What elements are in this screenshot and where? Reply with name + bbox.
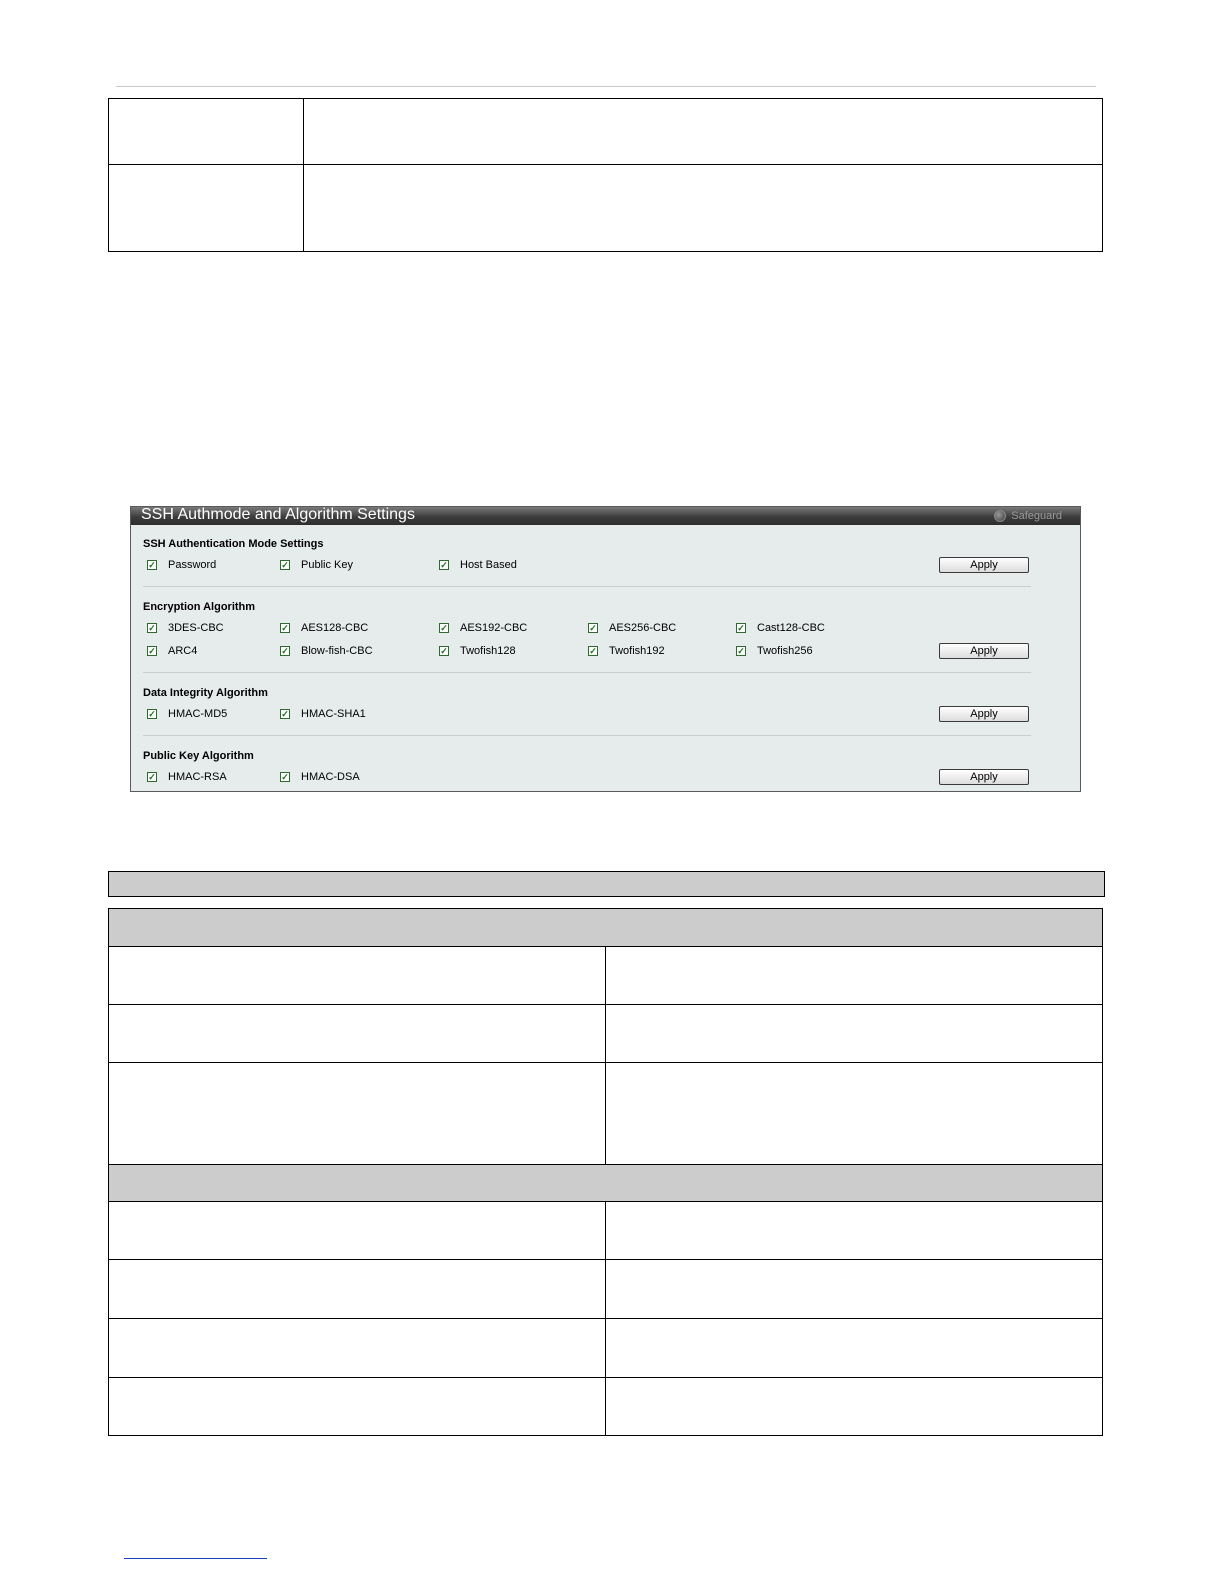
description-cell — [606, 1378, 1103, 1436]
checkbox-host-based[interactable] — [439, 558, 517, 572]
checkbox-label: ARC4 — [168, 645, 198, 657]
checkbox-checked-icon[interactable]: ✓ — [148, 772, 156, 782]
section-divider — [143, 672, 1031, 673]
section-header-cell — [109, 909, 1103, 947]
checkbox-checked-icon[interactable]: ✓ — [440, 646, 448, 656]
table-section-header — [109, 909, 1103, 947]
description-cell — [606, 1260, 1103, 1319]
checkbox-checked-icon[interactable]: ✓ — [281, 709, 289, 719]
apply-auth-mode-button[interactable]: Apply — [939, 557, 1029, 573]
checkbox-checked-icon[interactable]: ✓ — [281, 772, 289, 782]
checkbox-label: AES192-CBC — [460, 622, 528, 634]
checkbox-label: HMAC-MD5 — [168, 708, 228, 720]
description-cell — [606, 1319, 1103, 1378]
footer-link-underline[interactable] — [124, 1558, 267, 1559]
parameter-table-top — [108, 98, 1103, 252]
public-key-section-title: Public Key Algorithm — [143, 750, 254, 762]
checkbox-label: AES256-CBC — [609, 622, 677, 634]
checkbox-twofish128[interactable] — [439, 644, 516, 658]
checkbox-twofish256[interactable] — [736, 644, 813, 658]
checkbox-checked-icon[interactable]: ✓ — [589, 646, 597, 656]
checkbox-blowfish-cbc[interactable] — [280, 644, 373, 658]
checkbox-label: Host Based — [460, 559, 517, 571]
panel-titlebar — [131, 507, 1080, 525]
table-row — [109, 1005, 1103, 1063]
checkbox-label: Blow-fish-CBC — [301, 645, 373, 657]
checkbox-public-key[interactable] — [280, 558, 353, 572]
description-cell — [606, 1005, 1103, 1063]
encryption-section-title: Encryption Algorithm — [143, 601, 256, 613]
safeguard-label: Safeguard — [1011, 510, 1062, 522]
checkbox-hmac-sha1[interactable] — [280, 707, 366, 721]
parameter-cell — [109, 1063, 606, 1165]
checkbox-label: Public Key — [301, 559, 353, 571]
checkbox-aes256-cbc[interactable] — [588, 621, 676, 635]
checkbox-checked-icon[interactable]: ✓ — [440, 623, 448, 633]
section-header-cell — [109, 1165, 1103, 1202]
table-caption-bar — [108, 871, 1105, 897]
table-row — [109, 1202, 1103, 1260]
checkbox-label: AES128-CBC — [301, 622, 369, 634]
ssh-settings-panel — [130, 506, 1081, 792]
checkbox-checked-icon[interactable]: ✓ — [737, 623, 745, 633]
section-divider — [143, 586, 1031, 587]
auth-mode-section-title: SSH Authentication Mode Settings — [143, 538, 324, 550]
description-cell — [606, 1063, 1103, 1165]
checkbox-label: Cast128-CBC — [757, 622, 825, 634]
checkbox-arc4[interactable] — [147, 644, 197, 658]
parameter-cell — [109, 99, 304, 165]
checkbox-hmac-dsa[interactable] — [280, 770, 360, 784]
checkbox-checked-icon[interactable]: ✓ — [589, 623, 597, 633]
panel-title: SSH Authmode and Algorithm Settings — [141, 506, 415, 523]
parameter-cell — [109, 165, 304, 252]
checkbox-3des-cbc[interactable] — [147, 621, 224, 635]
parameter-cell — [109, 1260, 606, 1319]
checkbox-label: 3DES-CBC — [168, 622, 224, 634]
description-cell — [606, 1202, 1103, 1260]
checkbox-hmac-md5[interactable] — [147, 707, 227, 721]
apply-public-key-button[interactable]: Apply — [939, 769, 1029, 785]
checkbox-label: HMAC-DSA — [301, 771, 360, 783]
apply-integrity-button[interactable]: Apply — [939, 706, 1029, 722]
parameter-cell — [109, 1319, 606, 1378]
parameter-cell — [109, 1378, 606, 1436]
checkbox-label: Twofish192 — [609, 645, 665, 657]
checkbox-password[interactable] — [147, 558, 216, 572]
checkbox-aes128-cbc[interactable] — [280, 621, 368, 635]
checkbox-checked-icon[interactable]: ✓ — [281, 560, 289, 570]
checkbox-checked-icon[interactable]: ✓ — [737, 646, 745, 656]
table-row — [109, 99, 1103, 165]
integrity-section-title: Data Integrity Algorithm — [143, 687, 268, 699]
description-cell — [606, 947, 1103, 1005]
checkbox-checked-icon[interactable]: ✓ — [281, 646, 289, 656]
apply-encryption-button[interactable]: Apply — [939, 643, 1029, 659]
checkbox-cast128-cbc[interactable] — [736, 621, 825, 635]
safeguard-indicator — [994, 508, 1062, 524]
table-row — [109, 947, 1103, 1005]
table-row — [109, 165, 1103, 252]
table-row — [109, 1063, 1103, 1165]
checkbox-label: HMAC-SHA1 — [301, 708, 366, 720]
checkbox-checked-icon[interactable]: ✓ — [148, 646, 156, 656]
table-row — [109, 1378, 1103, 1436]
parameter-cell — [109, 947, 606, 1005]
parameter-cell — [109, 1202, 606, 1260]
safeguard-icon — [994, 510, 1006, 522]
checkbox-hmac-rsa[interactable] — [147, 770, 227, 784]
table-row — [109, 1260, 1103, 1319]
checkbox-label: Password — [168, 559, 217, 571]
checkbox-checked-icon[interactable]: ✓ — [148, 560, 156, 570]
parameter-table-bottom — [108, 908, 1103, 1436]
page-header-rule — [116, 86, 1096, 87]
section-divider — [143, 735, 1031, 736]
table-section-header — [109, 1165, 1103, 1202]
checkbox-checked-icon[interactable]: ✓ — [148, 623, 156, 633]
checkbox-aes192-cbc[interactable] — [439, 621, 527, 635]
description-cell — [304, 99, 1103, 165]
checkbox-checked-icon[interactable]: ✓ — [440, 560, 448, 570]
checkbox-checked-icon[interactable]: ✓ — [148, 709, 156, 719]
checkbox-label: Twofish256 — [757, 645, 813, 657]
description-cell — [304, 165, 1103, 252]
checkbox-label: Twofish128 — [460, 645, 516, 657]
checkbox-label: HMAC-RSA — [168, 771, 227, 783]
checkbox-twofish192[interactable] — [588, 644, 665, 658]
parameter-cell — [109, 1005, 606, 1063]
table-row — [109, 1319, 1103, 1378]
checkbox-checked-icon[interactable]: ✓ — [281, 623, 289, 633]
